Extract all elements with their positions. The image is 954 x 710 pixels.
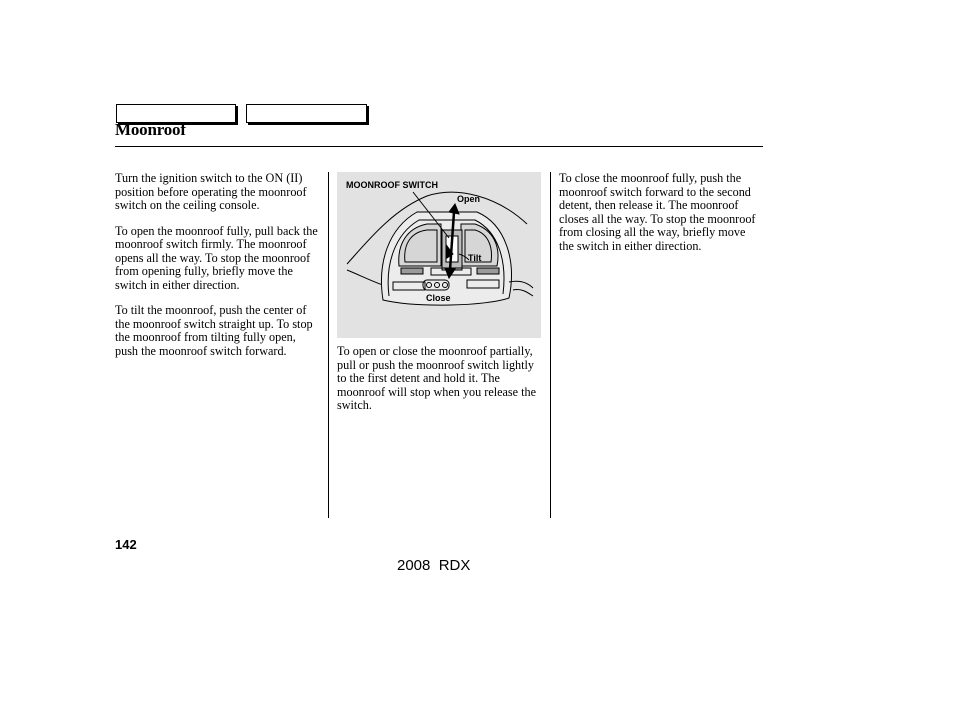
moonroof-switch-illustration — [337, 172, 541, 338]
paragraph-close-fully: To close the moonroof fully, push the moonroof switch forward to the second detent, then release it. The moonroof closes all the way. To stop the moonroof from closing all the way, briefly move the switch in either direction. — [559, 171, 756, 253]
label-tilt: Tilt — [468, 253, 482, 263]
header-divider — [115, 146, 763, 147]
figure-caption: MOONROOF SWITCH — [346, 180, 438, 190]
paragraph-partial: To open or close the moonroof partially, pull or push the moonroof switch lightly to the first detent and hold it. The moonroof will stop when you release the switch. — [337, 344, 537, 412]
left-column — [115, 172, 321, 370]
page-title: Moonroof — [115, 120, 186, 139]
ceiling-console-drawing — [337, 172, 541, 338]
label-open: Open — [457, 194, 481, 204]
page-number: 142 — [115, 537, 137, 552]
middle-column — [337, 345, 543, 425]
column-divider-2 — [550, 172, 551, 518]
paragraph-tilt: To tilt the moonroof, push the center of the moonroof switch straight up. To stop the moonroof from tilting fully open, push the moonroof switch forward. — [115, 303, 313, 358]
nav-tab-2[interactable] — [246, 104, 367, 123]
label-close: Close — [426, 293, 451, 303]
paragraph-open-fully: To open the moonroof fully, pull back the moonroof switch firmly. The moonroof opens all the way. To stop the moonroof from opening fully, briefly move the switch in either direction. — [115, 223, 318, 292]
right-column — [559, 172, 763, 265]
model-footer: 2008 RDX — [397, 557, 471, 574]
column-divider-1 — [328, 172, 329, 518]
paragraph-ignition: Turn the ignition switch to the ON (II) position before operating the moonroof switch on the ceiling console. — [115, 171, 307, 212]
